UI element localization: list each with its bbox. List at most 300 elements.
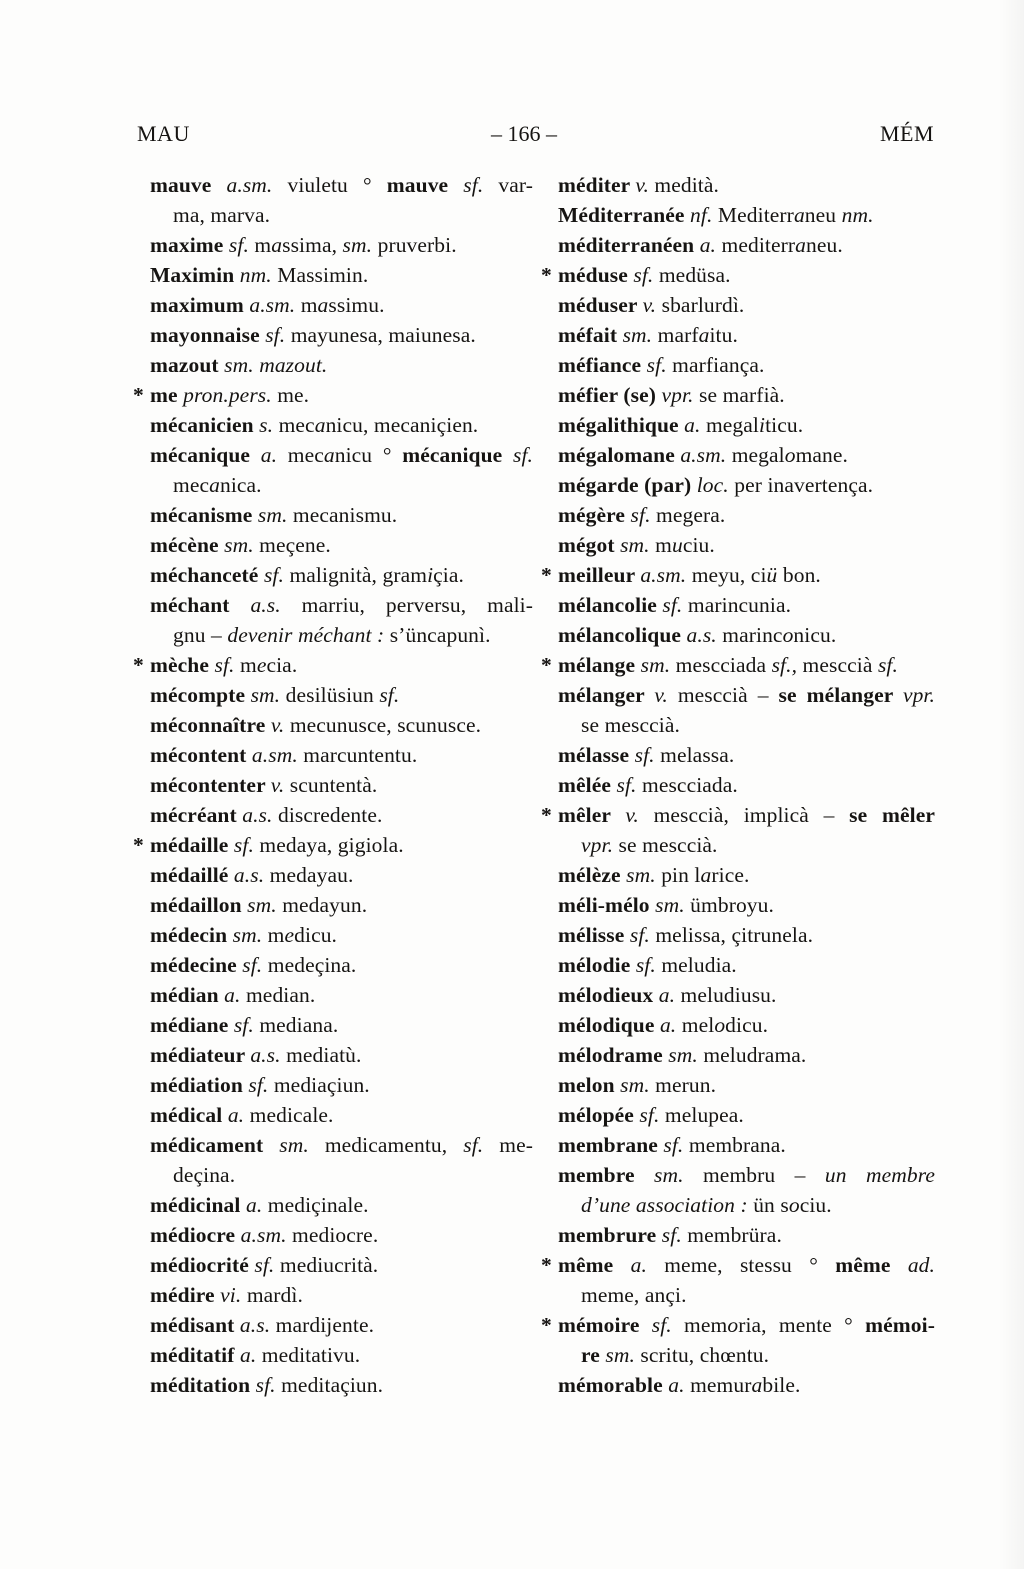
entry-line [133,620,533,650]
entry-line [541,800,935,830]
entry-grammar-italic: sf. [463,173,499,197]
dictionary-entry [541,1010,935,1040]
entry-text: gnu – [173,623,228,647]
entry-line [133,1190,533,1220]
entry-grammar-italic: a [698,323,710,347]
entry-grammar-italic: a [209,473,220,497]
entry-grammar-italic: pron.pers. [183,383,278,407]
entry-grammar-italic: sf. [630,503,657,527]
entry-text: discredente. [277,803,383,827]
entry-line [541,920,935,950]
entry-line [541,590,935,620]
entry-line [541,290,935,320]
entry-grammar-italic: sm. [622,323,658,347]
entry-line [541,200,935,230]
entry-line [133,1250,533,1280]
entry-text: scritu, chœntu. [640,1343,770,1367]
entry-headword: mélopée [558,1103,640,1127]
entry-headword: mèche [150,653,215,677]
entry-grammar-italic: a. [668,1373,691,1397]
entry-text: m [300,293,318,317]
entry-headword: mécompte [150,683,251,707]
dictionary-entry [541,1100,935,1130]
entry-text: medicamentu, [324,1133,464,1157]
entry-text: melupea. [664,1103,744,1127]
entry-text: neu. [806,233,843,257]
entry-headword: Maximin [150,263,240,287]
entry-grammar-italic: a [793,203,805,227]
entry-line [133,800,533,830]
entry-text: dicu. [294,923,338,947]
entry-text: mediatù. [286,1043,362,1067]
dictionary-entry [541,230,935,260]
entry-text: mardijente. [275,1313,375,1337]
entry-grammar-italic: sf. [634,743,661,767]
entry-text: merun. [655,1073,717,1097]
entry-text: ciu. [799,1193,832,1217]
entry-headword: mécène [150,533,225,557]
entry-headword: melon [558,1073,621,1097]
dictionary-entry [133,290,533,320]
entry-grammar-italic: o [788,1193,800,1217]
entry-headword: mayonnaise [150,323,266,347]
entry-grammar-italic: sf. [463,1133,500,1157]
entry-line [541,1250,935,1280]
entry-text: mane. [795,443,849,467]
entry-grammar-italic: sf. [633,263,659,287]
dictionary-entry [541,740,935,770]
entry-headword: mégot [558,533,621,557]
dictionary-entry [133,530,533,560]
dictionary-entry [541,1130,935,1160]
entry-headword: médiocre [150,1223,241,1247]
entry-line [541,1370,935,1400]
entry-headword: mégalomane [558,443,681,467]
entry-line [133,740,533,770]
dictionary-entry [133,1220,533,1250]
entry-line [541,1070,935,1100]
entry-line [541,860,935,890]
dictionary-entry [133,350,533,380]
entry-text: megal [731,443,785,467]
entry-text: median. [245,983,316,1007]
entry-line [133,560,533,590]
entry-grammar-italic: sf. [616,773,642,797]
entry-line [541,1010,935,1040]
entry-text: meme, stessu ° [664,1253,836,1277]
entry-text: per inavertença. [734,473,874,497]
dictionary-entry [133,560,533,590]
entry-text: ün s [753,1193,789,1217]
entry-line [541,1190,935,1220]
entry-headword: médire [150,1283,221,1307]
entry-grammar-italic: a. [239,1343,262,1367]
entry-grammar-italic: i [758,413,766,437]
entry-headword: mégère [558,503,631,527]
entry-text: marfiança. [672,353,765,377]
dictionary-entry [133,380,533,410]
entry-text: se mesccià. [618,833,718,857]
entry-grammar-italic: vpr. [581,833,619,857]
entry-text: viuletu ° [287,173,387,197]
entry-headword: médiocrité [150,1253,255,1277]
entry-grammar-italic: sf. [646,353,673,377]
entry-line [133,770,533,800]
entry-headword: médaillé [150,863,234,887]
entry-grammar-italic: sm. [232,923,268,947]
dictionary-entry [133,230,533,260]
entry-grammar-italic: a. [260,443,288,467]
entry-text: desilüsiun [285,683,380,707]
entry-line [133,1070,533,1100]
dictionary-entry [133,920,533,950]
entry-headword: méfier (se) [558,383,662,407]
entry-line [133,170,533,200]
dictionary-entry [541,890,935,920]
entry-headword: mélodique [558,1013,660,1037]
entry-star-marker: * [541,1253,552,1277]
entry-grammar-italic: sf. [661,1223,688,1247]
entry-line [541,1160,935,1190]
entry-line [133,680,533,710]
entry-line [133,860,533,890]
entry-grammar-italic: sf. [214,653,240,677]
entry-grammar-italic: sm. [654,1163,703,1187]
dictionary-entry [133,1100,533,1130]
entry-grammar-italic: v. [642,293,662,317]
entry-headword: méfiance [558,353,647,377]
entry-text: se mesccià. [581,713,680,737]
dictionary-entry [541,440,935,470]
entry-text: melissa, çitrunela. [655,923,814,947]
entry-grammar-italic: nf. [690,203,718,227]
entry-text: rice. [711,863,750,887]
entry-line [133,710,533,740]
entry-headword: méfait [558,323,623,347]
entry-grammar-italic: a.s. [250,1043,287,1067]
entry-text: membrüra. [687,1223,782,1247]
entry-headword: me [150,383,184,407]
entry-text: me- [499,1133,533,1157]
entry-text: pruverbi. [377,233,457,257]
entry-headword: Méditerranée [558,203,691,227]
entry-grammar-italic: v. [635,173,655,197]
entry-line [541,500,935,530]
entry-headword: mémorable [558,1373,669,1397]
page-number: – 166 – [491,121,557,146]
dictionary-entry [541,560,935,590]
entry-grammar-italic: o [784,443,796,467]
dictionary-entry [133,650,533,680]
entry-grammar-italic: o [782,623,794,647]
entry-grammar-italic: vi. [220,1283,247,1307]
entry-line [133,290,533,320]
entry-text: malignità, gram [289,563,428,587]
entry-headword: mélancolique [558,623,687,647]
dictionary-entry [133,1280,533,1310]
dictionary-entry [133,680,533,710]
entry-grammar-italic: e [256,653,267,677]
dictionary-entry [133,1040,533,1070]
dictionary-entry [541,1220,935,1250]
dictionary-entry [541,650,935,680]
entry-grammar-italic: sm. [247,893,283,917]
entry-text: nicu. [793,623,837,647]
entry-headword: médical [150,1103,228,1127]
entry-line [541,530,935,560]
entry-headword: mélodieux [558,983,659,1007]
entry-line [133,1130,533,1160]
entry-text: megera. [656,503,726,527]
entry-text: meçene. [259,533,331,557]
entry-text: mescciada [675,653,772,677]
entry-star-marker: * [541,1313,552,1337]
entry-line [541,410,935,440]
dictionary-entry [541,800,935,860]
dictionary-entry [133,590,533,650]
entry-text: meme, ançi. [581,1283,687,1307]
entry-text: mecunusce, scunusce. [289,713,482,737]
dictionary-entry [541,530,935,560]
entry-grammar-italic: sf. [651,1313,685,1337]
entry-grammar-italic: sm. [279,1133,325,1157]
entry-headword: même [835,1253,908,1277]
entry-grammar-italic: sf. [242,953,268,977]
entry-text: nicu ° [334,443,403,467]
entry-grammar-italic: sm. [640,653,676,677]
entry-line [133,1220,533,1250]
entry-text: meditaçiun. [281,1373,384,1397]
entry-grammar-italic: sf., [771,653,803,677]
entry-text: mecanismu. [292,503,398,527]
entry-line [541,890,935,920]
entry-headword: mécréant [150,803,243,827]
dictionary-entry [541,620,935,650]
dictionary-entry [133,1010,533,1040]
entry-headword: méconnaître [150,713,271,737]
dictionary-entry [541,410,935,440]
entry-headword: médicinal [150,1193,246,1217]
entry-text: cia. [266,653,298,677]
dictionary-entry [133,800,533,830]
entry-line [133,350,533,380]
entry-text: marincunia. [687,593,792,617]
entry-grammar-italic: loc. [696,473,735,497]
entry-headword: médisant [150,1313,240,1337]
entry-text: membru – [702,1163,825,1187]
entry-grammar-italic: a.sm. [251,743,304,767]
entry-grammar-italic: sf. [379,683,400,707]
entry-text: mayunesa, maiunesa. [290,323,476,347]
entry-line [133,500,533,530]
entry-headword: méditer [558,173,636,197]
entry-grammar-italic: a.sm. [249,293,301,317]
entry-text: ma, marva. [173,203,271,227]
entry-grammar-italic: a [795,233,806,257]
dictionary-entry [541,1370,935,1400]
entry-line [133,380,533,410]
entry-text: medeçina. [267,953,357,977]
entry-headword: mélodie [558,953,636,977]
entry-text: nica. [219,473,262,497]
entry-grammar-italic: sf. [662,593,688,617]
entry-text: membrana. [688,1133,786,1157]
entry-headword: mécanique [402,443,513,467]
dictionary-entry [133,1370,533,1400]
dictionary-entry [133,710,533,740]
entry-text: dicu. [725,1013,769,1037]
dictionary-entry [541,470,935,500]
entry-text: medayun. [282,893,368,917]
entry-text: ümbroyu. [690,893,774,917]
entry-line [133,590,533,620]
entry-grammar-italic: sf. [255,1373,282,1397]
entry-text: mesccià, implicà – [653,803,850,827]
dictionary-column-right [541,170,935,1400]
entry-star-marker: * [541,803,552,827]
entry-line [541,560,935,590]
entry-grammar-italic: sf. [254,1253,280,1277]
entry-text: se marfià. [699,383,785,407]
entry-text: Massimin. [277,263,369,287]
entry-line [541,440,935,470]
entry-line [133,410,533,440]
entry-text: mardì. [246,1283,303,1307]
dictionary-entry [133,260,533,290]
entry-headword: méli-mélo [558,893,656,917]
entry-headword: mélasse [558,743,635,767]
entry-headword: mêler [558,803,626,827]
entry-grammar-italic: a.sm. [680,443,732,467]
entry-text: melassa. [660,743,735,767]
dictionary-entry [541,260,935,290]
dictionary-entry [133,1310,533,1340]
entry-grammar-italic: sf. [663,1133,689,1157]
entry-headword: méduser [558,293,643,317]
entry-headword: mauve [150,173,227,197]
entry-line [541,1280,935,1310]
entry-grammar-italic: a. [630,1253,665,1277]
entry-headword: mélèze [558,863,627,887]
entry-text: ria, mente ° [738,1313,866,1337]
entry-line [133,980,533,1010]
dictionary-entry [133,320,533,350]
entry-grammar-italic: sf. [233,833,260,857]
dictionary-entry [133,1190,533,1220]
dictionary-entry [541,500,935,530]
entry-grammar-italic: a.s. [250,593,302,617]
entry-grammar-italic: sf. [263,563,290,587]
entry-grammar-italic: a. [658,983,681,1007]
entry-grammar-italic: vpr. [661,383,699,407]
dictionary-entry [541,1040,935,1070]
dictionary-entry [541,290,935,320]
dictionary-entry [541,770,935,800]
entry-headword: médaillon [150,893,248,917]
dictionary-entry [133,1130,533,1190]
entry-text: me. [277,383,310,407]
entry-grammar-italic: a.s. [242,803,278,827]
entry-text: sbarlurdì. [661,293,745,317]
entry-grammar-italic: v. [625,803,654,827]
entry-headword: médecin [150,923,233,947]
entry-star-marker: * [133,383,144,407]
entry-headword: méchant [150,593,251,617]
entry-grammar-italic: sf. [228,233,255,257]
entry-headword: mémoi- [865,1313,935,1337]
entry-text: ssimu. [328,293,385,317]
dictionary-entry [133,860,533,890]
entry-text: çia. [433,563,464,587]
entry-grammar-italic: sm. [605,1343,641,1367]
entry-grammar-italic: e [284,923,295,947]
entry-grammar-italic: d’une association : [581,1193,754,1217]
entry-text: medicale. [249,1103,334,1127]
entry-grammar-italic: a.sm. [640,563,692,587]
entry-line [133,1370,533,1400]
entry-line [541,740,935,770]
entry-line [541,1340,935,1370]
entry-grammar-italic: a. [684,413,706,437]
entry-grammar-italic: i [427,563,434,587]
entry-grammar-italic: v. [270,773,290,797]
entry-headword: mécanicien [150,413,260,437]
dictionary-entry [541,170,935,200]
entry-text: mediocre. [292,1223,379,1247]
entry-headword: médicament [150,1133,280,1157]
entry-star-marker: * [133,653,144,677]
entry-grammar-italic: a [314,413,326,437]
entry-text: marcuntentu. [303,743,418,767]
entry-grammar-italic: sf. [248,1073,274,1097]
entry-grammar-italic: a [700,863,712,887]
entry-star-marker: * [541,263,552,287]
entry-text: neu [804,203,842,227]
entry-star-marker: * [133,833,144,857]
entry-text: mediçinale. [267,1193,369,1217]
entry-headword: membre [558,1163,655,1187]
entry-grammar-italic: sf. [265,323,291,347]
entry-headword: méditerranéen [558,233,700,257]
entry-grammar-italic: a. [227,1103,250,1127]
entry-headword: médecine [150,953,243,977]
entry-grammar-italic: devenir méchant : [227,623,385,647]
dictionary-entry [133,1340,533,1370]
entry-grammar-italic: v. [270,713,290,737]
entry-grammar-italic: sf. [635,953,662,977]
entry-headword: même [558,1253,631,1277]
entry-line [133,1010,533,1040]
entry-headword: médaille [150,833,234,857]
entry-grammar-italic: sm. [257,503,293,527]
dictionary-column-left [133,170,533,1400]
entry-line [133,320,533,350]
dictionary-entry [541,860,935,890]
entry-grammar-italic: a.s. [686,623,723,647]
entry-line [541,260,935,290]
entry-text: var- [498,173,533,197]
dictionary-entry [133,1070,533,1100]
entry-grammar-italic: un membre [824,1163,936,1187]
entry-grammar-italic: mazout. [259,353,328,377]
entry-text: m [655,533,672,557]
entry-grammar-italic: a.s. [233,863,270,887]
dictionary-entry [133,440,533,500]
entry-line [133,260,533,290]
entry-line [541,1310,935,1340]
entry-text: mesccià [802,653,878,677]
entry-grammar-italic: a.sm. [240,1223,293,1247]
